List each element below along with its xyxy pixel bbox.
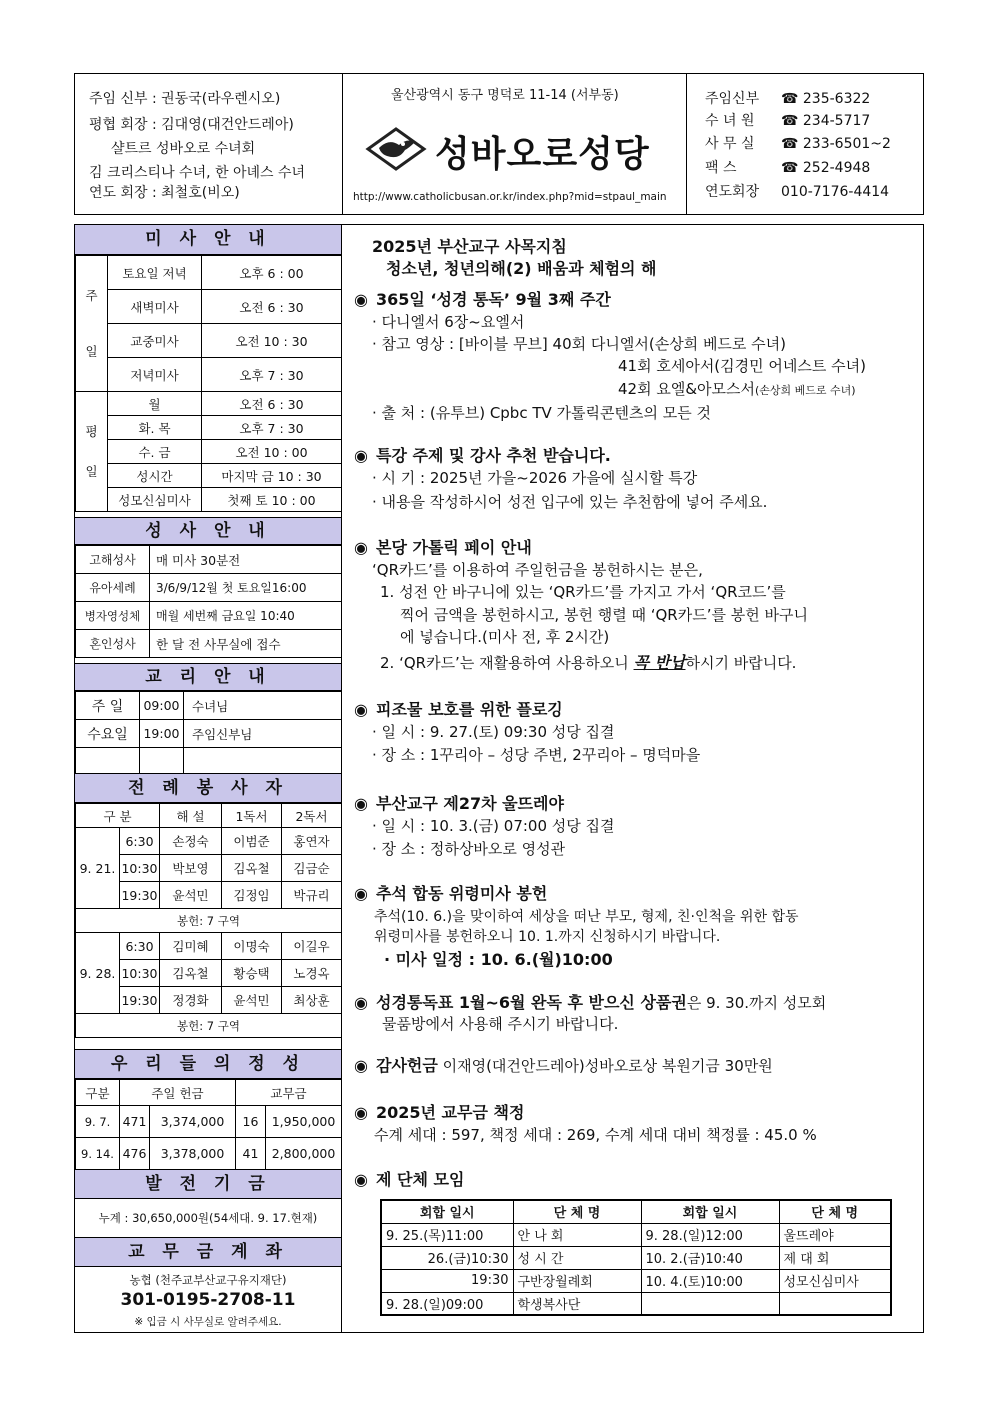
table-row: 봉헌: 7 구역 [76, 909, 342, 933]
notice-line: · 일 시 : 10. 3.(금) 07:00 성당 집결 [372, 817, 615, 835]
contact-row: 주임신부 ☎ 235-6322 [705, 91, 871, 107]
table-row: 수. 금 오전 10 : 00 [76, 440, 342, 464]
meetings-heading: ◉ 제 단체 모임 [354, 1170, 465, 1189]
notice-line: 수계 세대 : 597, 책정 세대 : 269, 수계 세대 대비 책정률 : 45.0 % [374, 1126, 817, 1144]
left-column [74, 224, 342, 1333]
sacraments-table [75, 545, 342, 658]
bullet-target-icon: ◉ [354, 1170, 368, 1189]
church-address: 울산광역시 동구 명덕로 11-14 (서부동) [391, 88, 619, 103]
clergy-row: 평협 회장 : 김대영(대건안드레아) [89, 117, 294, 133]
account-section-title: 교 무 금 계 좌 [75, 1237, 341, 1267]
contact-row: 연도회장 010-7176-4414 [705, 184, 890, 200]
ultreya-heading: ◉ 부산교구 제27차 울뜨레야 [354, 794, 564, 813]
bullet-target-icon: ◉ [354, 446, 368, 465]
bullet-target-icon: ◉ [354, 1103, 368, 1122]
notice-line: · 내용을 작성하시어 성전 입구에 있는 추천함에 넣어 주세요. [372, 493, 768, 511]
table-row: 수요일 19:00 주임신부님 [76, 720, 342, 748]
thanks-notice: ◉ 감사헌금 이재영(대건안드레아)성바오로상 복원기금 30만원 [354, 1056, 773, 1075]
clergy-row: 샬트르 성바오로 수녀회 [111, 141, 256, 157]
notices-column [342, 224, 924, 1333]
sacraments-section-title: 성 사 안 내 [75, 517, 341, 545]
table-row: 봉헌: 7 구역 [76, 1014, 342, 1038]
clergy-row: 연도 회장 : 최철호(비오) [89, 185, 240, 201]
offerings-table [75, 1079, 342, 1170]
notice-line: · 미사 일정 : 10. 6.(월)10:00 [384, 950, 613, 969]
clergy-info [75, 74, 343, 214]
notice-line: 41회 호세아서(김경민 어네스트 수녀) [618, 357, 866, 375]
development-total: 누계 : 30,650,000원(54세대. 9. 17.현재) [98, 1211, 318, 1225]
liturgy-section-title: 전 례 봉 사 자 [75, 773, 341, 803]
table-row: 구분 주일 헌금 교무금 [76, 1080, 342, 1106]
bullet-target-icon: ◉ [354, 1056, 368, 1075]
table-row: 유아세례 3/6/9/12월 첫 토요일16:00 [76, 574, 342, 602]
notice-line: ‘QR카드’를 이용하여 주일헌금을 봉헌하시는 분은, [372, 561, 703, 579]
catechism-section-title: 교 리 안 내 [75, 663, 341, 691]
contact-row: 팩 스 ☎ 252-4948 [705, 160, 871, 176]
notice-line: · 시 기 : 2025년 가을~2026 가을에 실시할 특강 [372, 469, 698, 487]
notice-line: 물품방에서 사용해 주시기 바랍니다. [382, 1015, 619, 1033]
table-row: 9. 28. 6:30 김미혜 이명숙 이길우 [76, 933, 342, 960]
account-note: ※ 입금 시 사무실로 알려주세요. [134, 1316, 282, 1328]
voucher-notice: ◉ 성경통독표 1월~6월 완독 후 받으신 상품권은 9. 30.까지 성모회 [354, 993, 827, 1012]
table-row: 9. 14. 476 3,378,000 41 2,800,000 [76, 1138, 342, 1170]
clergy-row: 김 크리스티나 수녀, 한 아녜스 수녀 [89, 165, 306, 181]
table-row: 화. 목 오후 7 : 30 [76, 416, 342, 440]
bullet-target-icon: ◉ [354, 700, 368, 719]
notice-line: 찍어 금액을 봉헌하시고, 봉헌 행렬 때 ‘QR카드’를 봉헌 바구니 [400, 606, 808, 624]
development-section-title: 발 전 기 금 [75, 1169, 341, 1199]
pastoral-subtitle: 청소년, 청년의해(2) 배움과 체험의 해 [386, 259, 657, 278]
table-row: 저녁미사 오후 7 : 30 [76, 358, 342, 392]
church-name: 성바오로성당 [435, 134, 650, 175]
contact-list [687, 74, 923, 214]
notice-line: · 참고 영상 : [바이블 무브] 40회 다니엘서(손상희 베드로 수녀) [372, 335, 787, 353]
church-banner [343, 74, 687, 214]
table-row: 회합 일시 단 체 명 회합 일시 단 체 명 [381, 1200, 891, 1223]
bullet-target-icon: ◉ [354, 993, 368, 1012]
bullet-target-icon: ◉ [354, 794, 368, 813]
table-row: 9. 25.(목)11:00 안 나 회 9. 28.(일)12:00 울뜨레야 [381, 1223, 891, 1246]
table-row: 10:30 김옥철 황승택 노경옥 [76, 960, 342, 987]
table-row: 9. 28.(일)09:00 학생복사단 [381, 1292, 891, 1315]
bullet-target-icon: ◉ [354, 538, 368, 557]
notice-line: 42회 요엘&아모스서(손상희 베드로 수녀) [618, 380, 856, 398]
mass-section-title: 미 사 안 내 [75, 225, 341, 255]
plogging-heading: ◉ 피조물 보호를 위한 플로깅 [354, 700, 563, 719]
bullet-target-icon: ◉ [354, 290, 368, 309]
table-row: 고해성사 매 미사 30분전 [76, 546, 342, 574]
notice-line: · 다니엘서 6장~요엘서 [372, 313, 525, 331]
account-number: 301-0195-2708-11 [120, 1290, 296, 1310]
bullet-target-icon: ◉ [354, 884, 368, 903]
notice-line: 위령미사를 봉헌하오니 10. 1.까지 신청하시기 바랍니다. [374, 929, 721, 945]
table-row: 병자영성체 매월 세번째 금요일 10:40 [76, 602, 342, 630]
table-row: 평 일 월 오전 6 : 30 [76, 392, 342, 416]
lecture-heading: ◉ 특강 주제 및 강사 추천 받습니다. [354, 446, 611, 465]
table-row: 성시간 마지막 금 10 : 30 [76, 464, 342, 488]
table-row: 10:30 박보영 김옥철 김금순 [76, 855, 342, 882]
table-row: 성모신심미사 첫째 토 10 : 00 [76, 488, 342, 512]
bulletin-header [74, 73, 924, 215]
clergy-row: 주임 신부 : 권동국(라우렌시오) [89, 91, 281, 107]
notice-line: · 일 시 : 9. 27.(토) 09:30 성당 집결 [372, 723, 615, 741]
pay-heading: ◉ 본당 가톨릭 페이 안내 [354, 538, 532, 557]
church-url[interactable]: http://www.catholicbusan.or.kr/index.php?mid=stpaul_main [353, 191, 667, 203]
notice-line: 에 넣습니다.(미사 전, 후 2시간) [400, 628, 610, 646]
notice-line: · 장 소 : 정하상바오로 영성관 [372, 840, 566, 858]
table-row: 교중미사 오전 10 : 30 [76, 324, 342, 358]
bible-reading-heading: ◉ 365일 ‘성경 통독’ 9월 3째 주간 [354, 290, 611, 309]
table-row: 9. 21. 6:30 손정숙 이범준 홍연자 [76, 828, 342, 855]
notice-line: 2. ‘QR카드’는 재활용하여 사용하오니 꼭 반납하시기 바랍니다. [380, 653, 797, 672]
table-row: 구 분 해 설 1독서 2독서 [76, 804, 342, 828]
pastoral-title: 2025년 부산교구 사목지침 [372, 237, 567, 256]
liturgy-table [75, 803, 342, 1038]
contact-row: 사 무 실 ☎ 233-6501~2 [705, 136, 891, 152]
sunday-label: 주 일 [76, 256, 108, 392]
notice-line: 추석(10. 6.)을 맞이하여 세상을 떠난 부모, 형제, 친·인척을 위한 합동 [374, 909, 799, 925]
table-row: 26.(금)10:30 성 시 간 10. 2.(금)10:40 제 대 회 [381, 1246, 891, 1269]
table-row: 새벽미사 오전 6 : 30 [76, 290, 342, 324]
notice-line: · 출 처 : (유투브) Cpbc TV 가톨릭콘텐츠의 모든 것 [372, 404, 711, 422]
table-row: 9. 7. 471 3,374,000 16 1,950,000 [76, 1106, 342, 1138]
weekday-label: 평 일 [76, 392, 108, 512]
contact-row: 수 녀 원 ☎ 234-5717 [705, 113, 871, 129]
table-row: 19:30 정경화 윤석민 최상훈 [76, 987, 342, 1014]
table-row [76, 748, 342, 774]
dues-heading: ◉ 2025년 교무금 책정 [354, 1103, 525, 1122]
memorial-heading: ◉ 추석 합동 위령미사 봉헌 [354, 884, 548, 903]
notice-line: 1. 성전 안 바구니에 있는 ‘QR카드’를 가지고 가서 ‘QR코드’를 [380, 583, 786, 601]
notice-line: · 장 소 : 1꾸리아 – 성당 주변, 2꾸리아 – 명덕마을 [372, 746, 701, 764]
table-row: 혼인성사 한 달 전 사무실에 접수 [76, 630, 342, 658]
table-row: 19:30 윤석민 김정임 박규리 [76, 882, 342, 909]
table-row: 주 일 09:00 수녀님 [76, 692, 342, 720]
catechism-table [75, 691, 342, 774]
meetings-table [380, 1199, 892, 1316]
table-row: 주 일 토요일 저녁 오후 6 : 00 [76, 256, 342, 290]
church-logo-icon [365, 126, 427, 172]
account-bank: 농협 (천주교부산교구유지재단) [129, 1273, 287, 1287]
mass-schedule-table [75, 255, 342, 512]
table-row: 19:30 구반장월례회 10. 4.(토)10:00 성모신심미사 [381, 1269, 891, 1292]
offerings-section-title: 우 리 들 의 정 성 [75, 1049, 341, 1079]
